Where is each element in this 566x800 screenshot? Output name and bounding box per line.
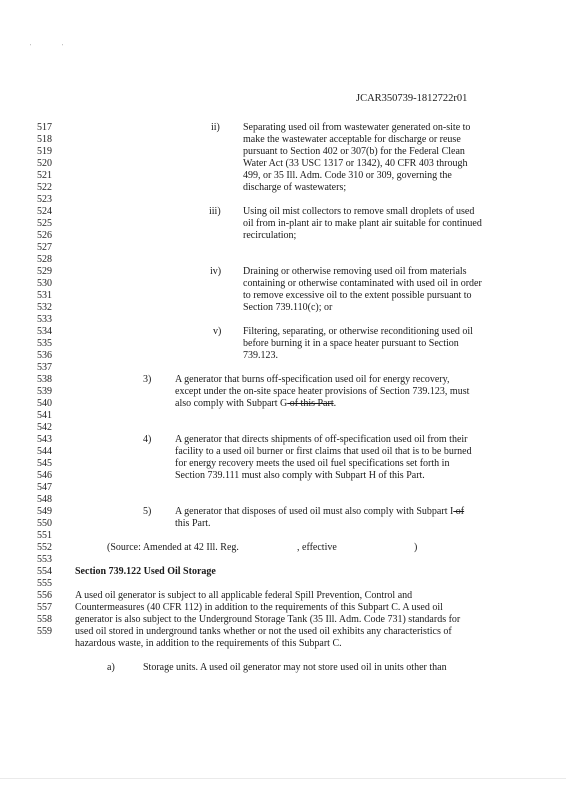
section-paragraph-line: generator is also subject to the Underground Storage Tank (35 Ill. Adm. Code 731) standards for [75, 614, 461, 625]
document-id: JCAR350739-1812722r01 [356, 93, 468, 104]
line-number: 534 [37, 326, 52, 337]
section-heading: Section 739.122 Used Oil Storage [75, 566, 216, 577]
source-note-close: ) [414, 542, 418, 553]
line-number: 555 [37, 578, 52, 589]
paragraph-3-text: also comply with Subpart G [175, 398, 288, 409]
line-number: 547 [37, 482, 52, 493]
line-number: 557 [37, 602, 52, 613]
subsection-a-text: Storage units. A used oil generator may not store used oil in units other than [143, 662, 447, 673]
line-number: 520 [37, 158, 52, 169]
line-number: 542 [37, 422, 52, 433]
paragraph-4-line: Section 739.111 must also comply with Subpart H of this Part. [175, 470, 425, 481]
subsection-marker-a: a) [107, 662, 115, 673]
line-number: 556 [37, 590, 52, 601]
item-marker-iv: iv) [210, 266, 222, 277]
paragraph-4-line: for energy recovery meets the used oil fuel specifications set forth in [175, 458, 450, 469]
paragraph-3-last-line [175, 398, 336, 410]
line-number: 546 [37, 470, 52, 481]
item-ii-line: discharge of wastewaters; [243, 182, 347, 193]
paragraph-3-period: . [333, 398, 337, 409]
line-number: 549 [37, 506, 52, 517]
line-number: 533 [37, 314, 52, 325]
paragraph-marker-5: 5) [143, 506, 152, 517]
item-marker-iii: iii) [209, 206, 221, 217]
line-number: 540 [37, 398, 52, 409]
line-number: 523 [37, 194, 52, 205]
paragraph-marker-4: 4) [143, 434, 152, 445]
item-iv-line: containing or otherwise contaminated with used oil in order [243, 278, 482, 289]
source-note-effective: , effective [297, 542, 337, 553]
line-number: 519 [37, 146, 52, 157]
item-iii-line: recirculation; [243, 230, 297, 241]
struck-text: of [453, 506, 465, 517]
line-number: 531 [37, 290, 52, 301]
line-number: 558 [37, 614, 52, 625]
line-number: 544 [37, 446, 52, 457]
paragraph-4-line: A generator that directs shipments of off-specification used oil from their [175, 434, 468, 445]
line-number: 543 [37, 434, 52, 445]
line-number: 541 [37, 410, 52, 421]
line-number: 521 [37, 170, 52, 181]
line-number: 528 [37, 254, 52, 265]
item-iii-line: Using oil mist collectors to remove small droplets of used [243, 206, 475, 217]
paragraph-5-line: this Part. [175, 518, 211, 529]
section-paragraph-line: hazardous waste, in addition to the requirements of this Subpart C. [75, 638, 342, 649]
corner-mark: ' [62, 44, 64, 50]
paragraph-4-line: facility to a used oil burner or first claims that used oil that is to be burned [175, 446, 472, 457]
section-paragraph-line: A used oil generator is subject to all applicable federal Spill Prevention, Control and [75, 590, 413, 601]
source-note-prefix: (Source: Amended at 42 Ill. Reg. [107, 542, 239, 553]
section-paragraph-line: used oil stored in underground tanks whether or not the used oil exhibits any characteristics of [75, 626, 452, 637]
item-ii-line: 499, or 35 Ill. Adm. Code 310 or 309, governing the [243, 170, 452, 181]
item-iv-line: Section 739.110(c); or [243, 302, 333, 313]
line-number: 527 [37, 242, 52, 253]
line-number: 518 [37, 134, 52, 145]
line-number: 537 [37, 362, 52, 373]
section-paragraph-line: Countermeasures (40 CFR 112) in addition to the requirements of this Subpart C. A used oil [75, 602, 443, 613]
line-number: 538 [37, 374, 52, 385]
line-number: 548 [37, 494, 52, 505]
line-number: 551 [37, 530, 52, 541]
paragraph-5-text: A generator that disposes of used oil must also comply with Subpart I [175, 506, 454, 517]
item-iv-line: to remove excessive oil to the extent possible pursuant to [243, 290, 472, 301]
paragraph-3-line: A generator that burns off-specification used oil for energy recovery, [175, 374, 450, 385]
line-number: 517 [37, 122, 52, 133]
item-iii-line: oil from in-plant air to make plant air suitable for continued [243, 218, 482, 229]
line-number: 536 [37, 350, 52, 361]
line-number: 545 [37, 458, 52, 469]
corner-mark: ' [30, 44, 32, 50]
line-number: 535 [37, 338, 52, 349]
item-v-line: 739.123. [243, 350, 278, 361]
item-ii-line: Water Act (33 USC 1317 or 1342), 40 CFR 403 through [243, 158, 468, 169]
line-number: 553 [37, 554, 52, 565]
item-iv-line: Draining or otherwise removing used oil from materials [243, 266, 467, 277]
item-v-line: Filtering, separating, or otherwise reconditioning used oil [243, 326, 473, 337]
item-ii-line: pursuant to Section 402 or 307(b) for the Federal Clean [243, 146, 465, 157]
line-number: 524 [37, 206, 52, 217]
line-number: 539 [37, 386, 52, 397]
line-number: 529 [37, 266, 52, 277]
item-marker-v: v) [213, 326, 222, 337]
struck-text: of this Part [287, 398, 334, 409]
line-number: 522 [37, 182, 52, 193]
line-number: 532 [37, 302, 52, 313]
line-number: 559 [37, 626, 52, 637]
line-number: 552 [37, 542, 52, 553]
item-ii-line: make the wastewater acceptable for discharge or reuse [243, 134, 461, 145]
item-v-line: before burning it in a space heater pursuant to Section [243, 338, 459, 349]
item-ii-line: Separating used oil from wastewater generated on-site to [243, 122, 471, 133]
paragraph-5-line [175, 506, 464, 518]
page-bottom-rule [0, 778, 566, 779]
line-number: 525 [37, 218, 52, 229]
line-number: 526 [37, 230, 52, 241]
line-number: 550 [37, 518, 52, 529]
paragraph-3-line: except under the on-site space heater provisions of Section 739.123, must [175, 386, 470, 397]
item-marker-ii: ii) [211, 122, 220, 133]
line-number: 530 [37, 278, 52, 289]
paragraph-marker-3: 3) [143, 374, 152, 385]
line-number: 554 [37, 566, 52, 577]
